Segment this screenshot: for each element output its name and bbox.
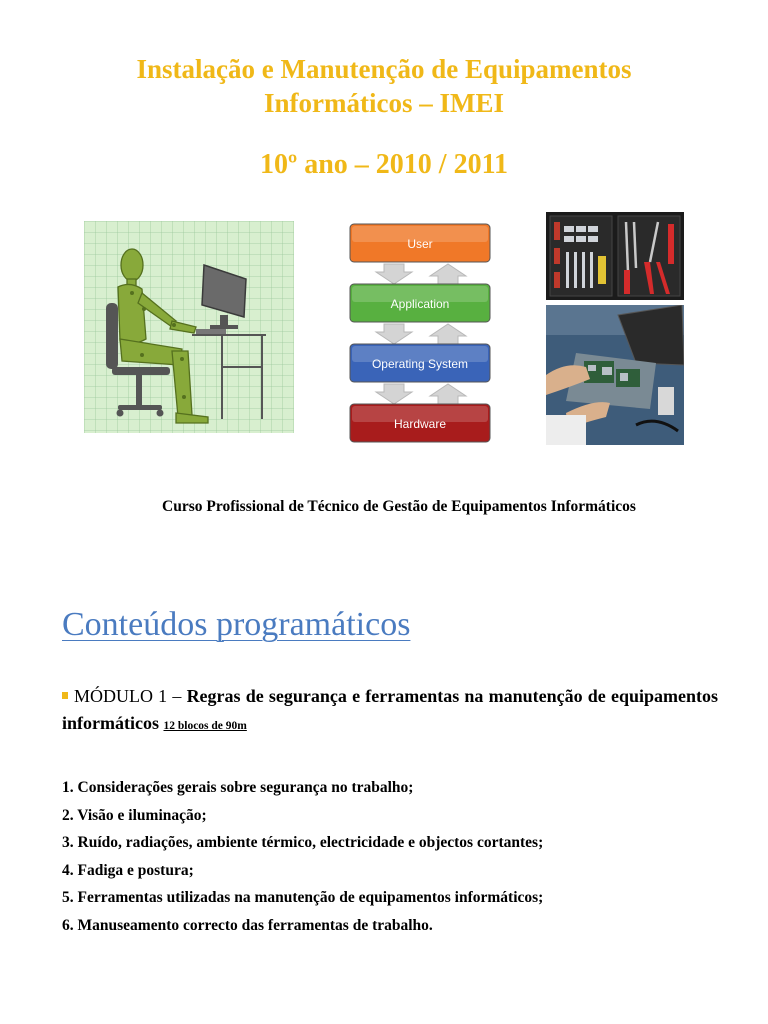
list-item: 5. Ferramentas utilizadas na manutenção de equipamentos informáticos; — [62, 889, 544, 907]
laptop-repair-photo — [546, 305, 684, 445]
list-item: 1. Considerações gerais sobre segurança no trabalho; — [62, 779, 414, 796]
diagram-layer-user — [350, 224, 490, 262]
module-title: Regras de segurança e ferramentas na manutenção de equipamentos informáticos — [62, 686, 718, 733]
school-year: 10º ano – 2010 / 2011 — [259, 149, 509, 180]
module-description — [62, 683, 718, 740]
diagram-layer-operating-system — [350, 344, 490, 382]
toolkit-photo — [546, 212, 684, 300]
list-item: 4. Fadiga e postura; — [62, 861, 194, 879]
topics-list — [62, 774, 742, 940]
list-item: 6. Manuseamento correcto das ferramentas de trabalho. — [62, 916, 433, 934]
document-title-line-2: Informáticos – IMEI — [264, 88, 504, 118]
diagram-layer-application — [350, 284, 490, 322]
ergonomics-illustration — [84, 221, 294, 433]
section-heading: Conteúdos programáticos — [62, 606, 411, 643]
document-title-line-1: Instalação e Manutenção de Equipamentos — [136, 54, 632, 84]
diagram-layer-hardware — [350, 404, 490, 442]
course-name: Curso Profissional de Técnico de Gestão de Equipamentos Informáticos — [162, 498, 636, 515]
diagram-layer-label: Hardware — [393, 417, 447, 431]
diagram-layer-label: User — [407, 237, 433, 251]
diagram-layer-label: Application — [390, 297, 450, 311]
module-label: MÓDULO 1 – — [74, 686, 187, 706]
bullet-marker — [62, 692, 68, 699]
os-layers-diagram — [346, 220, 494, 446]
list-item: 2. Visão e iluminação; — [62, 806, 207, 824]
diagram-layer-label: Operating System — [371, 357, 469, 371]
list-item: 3. Ruído, radiações, ambiente térmico, electricidade e objectos cortantes; — [62, 834, 544, 852]
module-duration: 12 blocos de 90m — [163, 720, 247, 732]
